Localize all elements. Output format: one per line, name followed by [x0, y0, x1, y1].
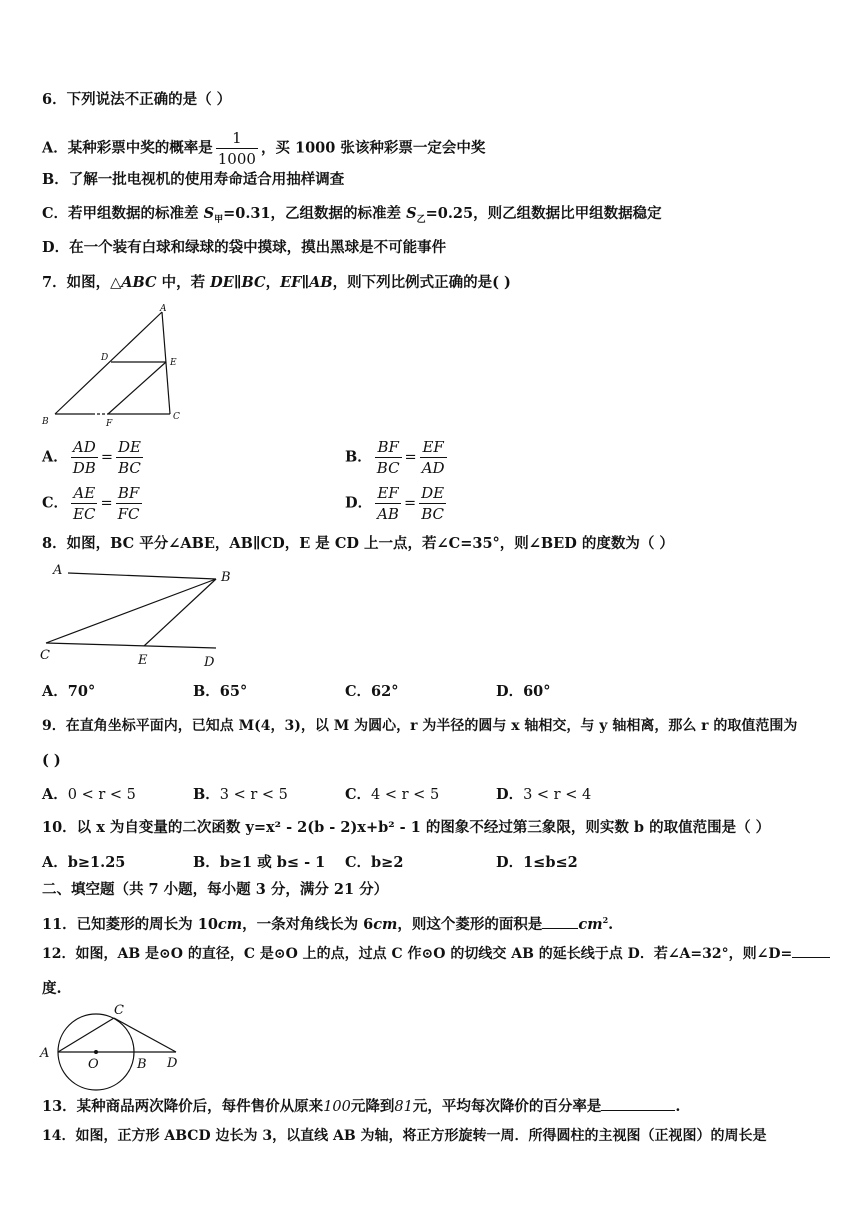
q8-stem: 8．如图，BC 平分∠ABE，AB∥CD，E 是 CD 上一点，若∠C=35°，则∠BED 的度数为（ ） [42, 535, 674, 552]
q11-answer-unit: cm [578, 915, 603, 933]
q7-label-b: B [42, 417, 49, 427]
q8-b-label: B． [193, 683, 220, 700]
q13-prefix: 13．某种商品两次降价后，每件售价从原来 [42, 1098, 324, 1115]
q7-b-eq: = [404, 449, 417, 466]
q7-d-num2: DE [421, 484, 445, 502]
q7-triangle: △ABC [110, 274, 157, 291]
q12-label-d: D [167, 1056, 178, 1071]
q9-option-a [42, 785, 136, 805]
q10-option-b [193, 853, 325, 873]
q10-c-label: C． [345, 854, 372, 871]
q6-option-b: B．了解一批电视机的使用寿命适合用抽样调查 [42, 171, 345, 188]
q10-c-value: b≥2 [371, 854, 404, 871]
q12-center-point [94, 1050, 98, 1054]
q11-after: ，则这个菱形的面积是 [397, 915, 543, 933]
q13-end: . [675, 1098, 681, 1115]
q7-a-num2: DE [117, 438, 141, 456]
q8-option-a [42, 682, 95, 702]
q11-mid: ，一条对角线长为 6 [242, 915, 374, 933]
q9-c-label: C． [345, 786, 372, 803]
q10-d-value: 1≤b≤2 [523, 854, 578, 871]
q7-b-num2: EF [420, 437, 447, 458]
q7-parallel-1: ∥ [233, 274, 242, 291]
q9-c-value: 4 < r < 5 [371, 787, 440, 803]
q7-stem [42, 273, 511, 293]
q6-option-c [42, 204, 662, 230]
q12-label-a: A [40, 1046, 50, 1061]
q7-b-den1: BC [376, 459, 400, 477]
q7-stem-prefix: 7．如图， [42, 274, 111, 291]
q12-label-b: B [137, 1057, 147, 1072]
q7-d-eq: = [403, 495, 417, 512]
q7-label-f: F [106, 419, 113, 429]
q7-bc: BC [241, 274, 266, 291]
q9-d-value: 3 < r < 4 [523, 787, 592, 803]
q11-answer-blank[interactable] [542, 928, 578, 929]
q9-b-value: 3 < r < 5 [219, 787, 288, 803]
q13-answer-blank[interactable] [601, 1110, 675, 1111]
q6-c-suffix: =0.25，则乙组数据比甲组数据稳定 [425, 205, 662, 222]
q10-option-d [496, 853, 578, 873]
q6-stem: 6．下列说法不正确的是（ ） [42, 91, 232, 108]
q9-b-label: B． [193, 786, 220, 803]
q7-b-den2: AD [421, 459, 445, 477]
q10-stem: 10．以 x 为自变量的二次函数 y=x² - 2(b - 2)x+b² - 1 的图象不经过第三象限，则实数 b 的取值范围是（ ） [42, 819, 771, 836]
q7-d-label: D． [345, 494, 373, 512]
q11-prefix: 11．已知菱形的周长为 10 [42, 915, 218, 933]
q9-a-label: A． [42, 786, 68, 803]
q7-comma: ， [265, 274, 281, 291]
q9-d-label: D． [496, 786, 524, 803]
q7-de: DE [210, 274, 234, 291]
q8-label-e: E [138, 653, 148, 668]
q6-a-numerator: 1 [216, 128, 258, 149]
q7-stem-mid: 中，若 [156, 274, 211, 291]
q9-option-d [496, 785, 591, 805]
q7-label-c: C [173, 412, 180, 422]
q11-unit-1: cm [217, 915, 243, 933]
q7-a-den2: BC [118, 459, 141, 477]
q6-a-fraction [216, 128, 258, 169]
q6-a-denominator: 1000 [217, 150, 256, 168]
q7-d-den2: BC [421, 505, 444, 523]
q12-figure [36, 1000, 186, 1098]
q10-a-label: A． [42, 854, 68, 871]
q12-label-c: C [114, 1003, 124, 1018]
q13-suffix: 元，平均每次降价的百分率是 [412, 1098, 602, 1115]
q7-option-d [345, 483, 449, 524]
q7-a-eq: = [100, 449, 113, 466]
q6-c-mid: =0.31，乙组数据的标准差 [223, 205, 407, 222]
q12-label-o: O [88, 1057, 99, 1072]
q13-mid: 元降到 [350, 1098, 395, 1115]
q8-b-value: 65° [219, 683, 248, 700]
section-2-heading: 二、填空题（共 7 小题，每小题 3 分，满分 21 分） [42, 881, 389, 898]
q9-paren: ( ) [42, 752, 61, 769]
q7-ef: EF [280, 274, 302, 291]
q13-value-1: 100 [323, 1099, 351, 1115]
q7-c-den2: FC [117, 505, 140, 523]
q11-end: . [608, 915, 614, 933]
q10-a-value: b≥1.25 [67, 854, 126, 871]
q9-a-value: 0 < r < 5 [67, 787, 136, 803]
q8-label-a: A [53, 563, 63, 578]
q6-a-suffix: ，买 1000 张该种彩票一定会中奖 [260, 139, 486, 157]
q8-a-label: A． [42, 683, 68, 700]
q11-unit-2: cm [373, 915, 398, 933]
q8-d-label: D． [496, 683, 524, 700]
q8-c-label: C． [345, 683, 372, 700]
q6-c-prefix: C．若甲组数据的标准差 [42, 205, 204, 222]
q7-d-den1: AB [377, 505, 399, 523]
q7-b-label: B． [345, 448, 372, 466]
q6-a-prefix: A．某种彩票中奖的概率是 [42, 139, 213, 157]
q14-stem: 14．如图，正方形 ABCD 边长为 3，以直线 AB 为轴，将正方形旋转一周．所得圆柱的主视图（正视图）的周长是 [42, 1128, 767, 1144]
q7-option-b [345, 437, 450, 478]
q6-c-sub2: 乙 [416, 214, 426, 225]
q13-stem [42, 1097, 680, 1117]
q6-c-s1: S [203, 205, 215, 222]
q10-d-label: D． [496, 854, 524, 871]
q7-label-d: D [101, 353, 109, 363]
q9-stem: 9．在直角坐标平面内，已知点 M(4，3)，以 M 为圆心，r 为半径的圆与 x 轴相交，与 y 轴相离，那么 r 的取值范围为 [42, 718, 798, 734]
q7-b-num1: BF [375, 437, 402, 458]
q8-option-d [496, 682, 551, 702]
q10-option-a [42, 853, 125, 873]
q7-option-c [42, 483, 145, 524]
q8-figure [38, 560, 238, 672]
q8-label-c: C [40, 648, 50, 663]
q10-b-label: B． [193, 854, 220, 871]
q7-c-num2: BF [116, 483, 142, 504]
q7-c-num1: AE [71, 483, 97, 504]
q7-parallel-2: ∥ [301, 274, 310, 291]
q12-answer-blank[interactable] [792, 957, 830, 958]
q8-a-value: 70° [67, 683, 96, 700]
q6-c-s2: S [406, 205, 417, 222]
q12-line-1: 12．如图，AB 是⊙O 的直径，C 是⊙O 上的点，过点 C 作⊙O 的切线交 AB 的延长线于点 D．若∠A=32°，则∠D= [42, 946, 793, 962]
q11-unit-superscript: 2 [602, 915, 609, 925]
q6-c-sub1: 甲 [214, 214, 224, 225]
q7-figure [40, 302, 190, 430]
q12-line-2: 度. [42, 980, 62, 997]
q7-option-a [42, 437, 146, 478]
q7-stem-suffix: ，则下列比例式正确的是( ) [332, 274, 511, 291]
q9-option-c [345, 785, 439, 805]
q12-stem [42, 944, 830, 964]
q7-label-a: A [160, 304, 167, 314]
q11-stem [42, 910, 613, 935]
q6-option-d: D．在一个装有白球和绿球的袋中摸球，摸出黑球是不可能事件 [42, 239, 447, 256]
q7-c-eq: = [100, 495, 113, 512]
q7-label-e: E [170, 358, 177, 368]
q7-ab: AB [309, 274, 333, 291]
q6-option-a [42, 128, 485, 169]
q7-a-label: A． [42, 448, 68, 466]
q7-c-label: C． [42, 494, 69, 512]
q8-label-d: D [204, 655, 215, 670]
q8-label-b: B [221, 570, 231, 585]
q7-a-den1: DB [72, 459, 96, 477]
q13-value-2: 81 [394, 1099, 413, 1115]
q8-c-value: 62° [371, 683, 399, 700]
q8-d-value: 60° [523, 683, 551, 700]
q9-option-b [193, 785, 288, 805]
q10-option-c [345, 853, 403, 873]
q10-b-value: b≥1 或 b≤ - 1 [219, 854, 326, 871]
q8-option-b [193, 682, 247, 702]
q7-c-den1: EC [73, 505, 96, 523]
q7-a-num1: AD [71, 437, 98, 458]
q8-option-c [345, 682, 398, 702]
q7-d-num1: EF [375, 483, 401, 504]
